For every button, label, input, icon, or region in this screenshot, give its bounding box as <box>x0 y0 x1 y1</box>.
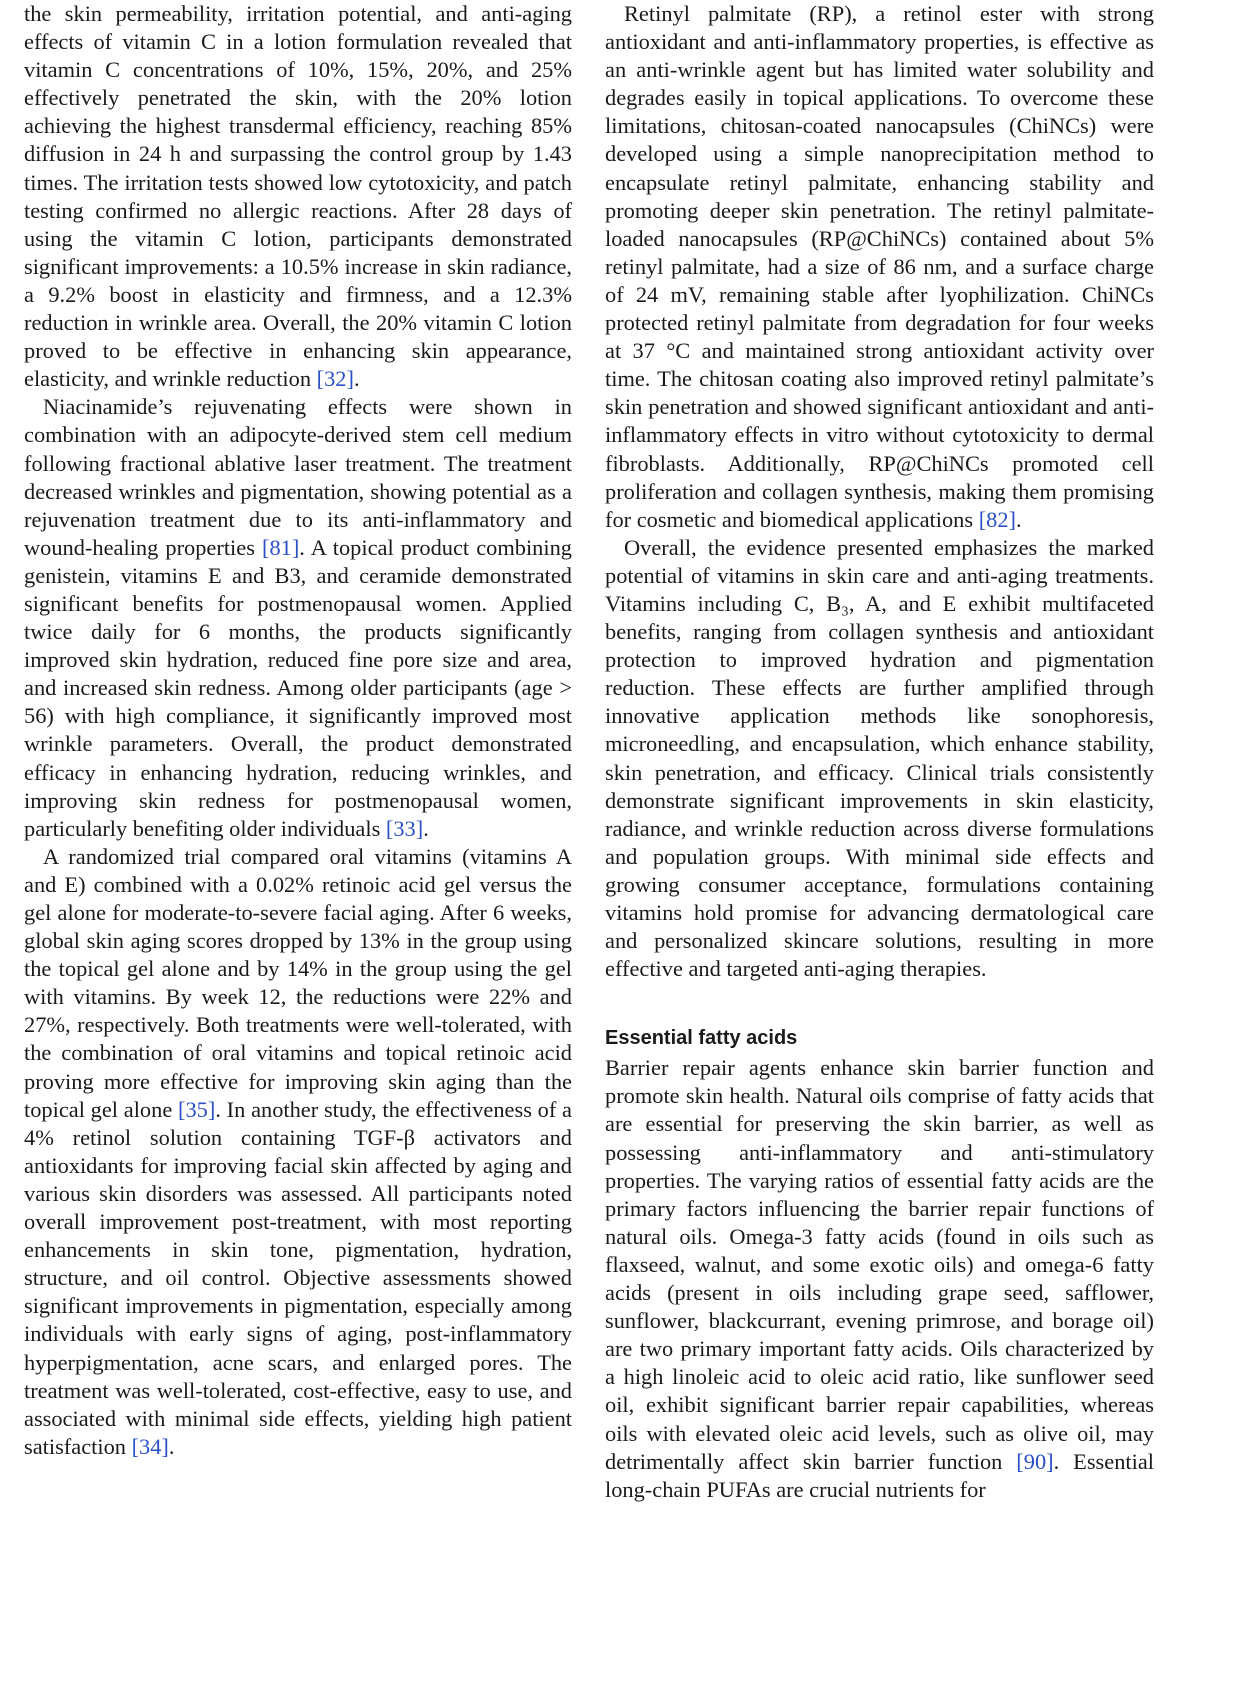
section-heading: Essential fatty acids <box>605 1027 798 1050</box>
paragraph-text: . <box>423 815 429 841</box>
paragraph-text: Overall, the evidence presented emphasizes the marked potential of vitamins in skin care and anti-aging treatments. Vitamins including C, B₃, A, and E exhibit multifaceted benefits, ranging from collagen synthesis and antioxidant protection to improved hydration and pigmentation reduction. These effects are further amplified through innovative application methods like sonophoresis, microneedling, and encapsulation, which enhance stability, skin penetration, and efficacy. Clinical trials consistently demonstrate significant improvements in skin elasticity, radiance, and wrinkle reduction across diverse formulations and population groups. With minimal side effects and growing consumer acceptance, formulations containing vitamins hold promise for advancing dermatological care and personalized skincare solutions, resulting in more effective and targeted anti-aging therapies. <box>605 534 1154 982</box>
paragraph-vitamins-summary <box>605 534 1154 984</box>
paragraph-text: . <box>353 366 360 392</box>
paragraph-essential-fatty-acids <box>605 1054 1154 1504</box>
paragraph-retinyl-palmitate <box>605 0 1154 534</box>
paragraph-text: A randomized trial compared oral vitamins (vitamins A and E) combined with a 0.02% retinoic acid gel versus the gel alone for moderate-to-severe facial aging. After 6 weeks, global skin aging scores dropped by 13% in the group using the topical gel alone and by 14% in the group using the gel with vitamins. By week 12, the reductions were 22% and 27%, respectively. Both treatments were well-tolerated, with the combination of oral vitamins and topical retinoic acid proving more effective for improving skin aging than the topical gel alone <box>24 843 572 1122</box>
paragraph-niacinamide <box>24 393 572 843</box>
citation-link[interactable]: [90] <box>1016 1448 1054 1474</box>
paragraph-text: Barrier repair agents enhance skin barrier function and promote skin health. Natural oils comprise of fatty acids that are essential for preserving the skin barrier, as well as possessing anti-inflammatory and anti-stimulatory properties. The varying ratios of essential fatty acids are the primary factors influencing the barrier repair functions of natural oils. Omega-3 fatty acids (found in oils such as flaxseed, walnut, and some exotic oils) and omega-6 fatty acids (present in oils including grape seed, safflower, sunflower, blackcurrant, evening primrose, and borage oil) are two primary important fatty acids. Oils characterized by a high linoleic acid to oleic acid ratio, like sunflower seed oil, exhibit significant barrier repair capabilities, whereas oils with elevated oleic acid levels, such as olive oil, may detrimentally affect skin barrier function <box>605 1055 1154 1474</box>
citation-link[interactable]: [35] <box>178 1096 216 1122</box>
paragraph-text: . A topical product combining genistein, vitamins E and B3, and ceramide demonstrated significant benefits for postmenopausal women. Applied twice daily for 6 months, the products significantly improved skin hydration, reduced fine pore size and area, and increased skin redness. Among older participants (age > 56) with high compliance, it significantly improved most wrinkle parameters. Overall, the product demonstrated efficacy in enhancing hydration, reducing wrinkles, and improving skin redness for postmenopausal women, particularly benefiting older individuals <box>24 534 572 841</box>
citation-link[interactable]: [34] <box>131 1433 169 1459</box>
paragraph-text: . Essential long-chain PUFAs are crucial nutrients for <box>605 1448 1154 1502</box>
paragraph-text: the skin permeability, irritation potential, and anti-aging effects of vitamin C in a lotion formulation revealed that vitamin C concentrations of 10%, 15%, 20%, and 25% effectively penetrated the skin, with the 20% lotion achieving the highest transdermal efficiency, reaching 85% diffusion in 24 h and surpassing the control group by 1.43 times. The irritation tests showed low cytotoxicity, and patch testing confirmed no allergic reactions. After 28 days of using the vitamin C lotion, participants demonstrated significant improvements: a 10.5% increase in skin radiance, a 9.2% boost in elasticity and firmness, and a 12.3% reduction in wrinkle area. Overall, the 20% vitamin C lotion proved to be effective in enhancing skin appearance, elasticity, and wrinkle reduction <box>24 1 572 392</box>
citation-link[interactable]: [82] <box>978 506 1016 532</box>
right-column <box>605 0 1154 1504</box>
paragraph-text: . <box>168 1433 175 1459</box>
citation-link[interactable]: [33] <box>385 815 424 841</box>
citation-link[interactable]: [32] <box>316 366 354 392</box>
left-column <box>24 0 572 1461</box>
citation-link[interactable]: [81] <box>261 534 300 560</box>
paragraph-text: Retinyl palmitate (RP), a retinol ester with strong antioxidant and anti-inflammatory properties, is effective as an anti-wrinkle agent but has limited water solubility and degrades easily in topical applications. To overcome these limitations, chitosan-coated nanocapsules (ChiNCs) were developed using a simple nanoprecipitation method to encapsulate retinyl palmitate, enhancing stability and promoting deeper skin penetration. The retinyl palmitate-loaded nanocapsules (RP@ChiNCs) contained about 5% retinyl palmitate, had a size of 86 nm, and a surface charge of 24 mV, remaining stable after lyophilization. ChiNCs protected retinyl palmitate from degradation for four weeks at 37 °C and maintained strong antioxidant activity over time. The chitosan coating also improved retinyl palmitate’s skin penetration and showed significant antioxidant and anti-inflammatory effects in vitro without cytotoxicity to dermal fibroblasts. Additionally, RP@ChiNCs promoted cell proliferation and collagen synthesis, making them promising for cosmetic and biomedical applications <box>605 1 1154 532</box>
paragraph-text: . <box>1016 506 1022 532</box>
paragraph-vitamin-c-lotion <box>24 0 572 393</box>
paragraph-text: Niacinamide’s rejuvenating effects were shown in combination with an adipocyte-derived stem cell medium following fractional ablative laser treatment. The treatment decreased wrinkles and pigmentation, showing potential as a rejuvenation treatment due to its anti-inflammatory and wound-healing properties <box>24 394 572 560</box>
paragraph-text: . In another study, the effectiveness of a 4% retinol solution containing TGF-β activators and antioxidants for improving facial skin affected by aging and various skin disorders was assessed. All participants noted overall improvement post-treatment, with most reporting enhancements in skin tone, pigmentation, hydration, structure, and oil control. Objective assessments showed significant improvements in pigmentation, especially among individuals with early signs of aging, post-inflammatory hyperpigmentation, acne scars, and enlarged pores. The treatment was well-tolerated, cost-effective, easy to use, and associated with minimal side effects, yielding high patient satisfaction <box>24 1096 572 1459</box>
paragraph-randomized-trial <box>24 843 572 1461</box>
